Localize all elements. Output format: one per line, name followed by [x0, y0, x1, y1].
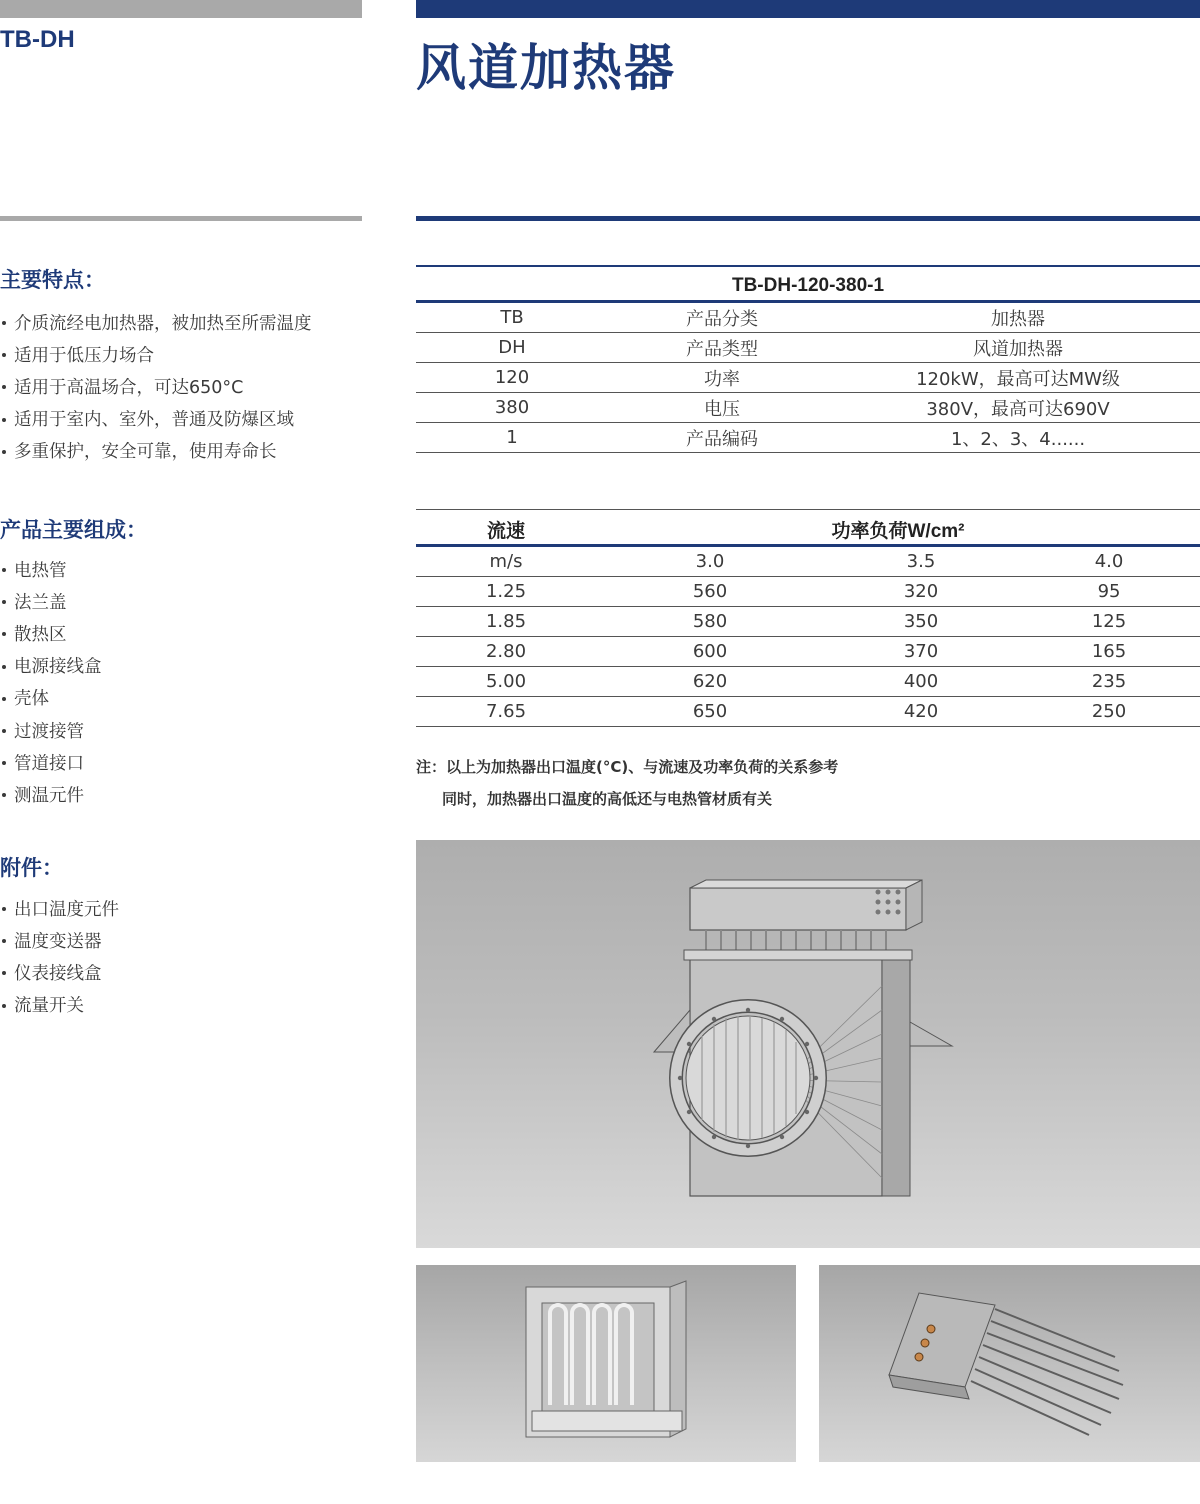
- accessory-text: 温度变送器: [14, 931, 102, 952]
- bullet-icon: [2, 907, 6, 911]
- table-cell: 产品分类: [608, 302, 836, 333]
- table-cell: 120: [416, 363, 608, 393]
- table-cell: 620: [596, 667, 824, 697]
- model-code: TB-DH: [0, 26, 75, 53]
- table-row: [416, 423, 1200, 453]
- list-item: [0, 892, 119, 924]
- table-row: [416, 667, 1200, 697]
- table-cell: 3.5: [824, 546, 1018, 577]
- table-row: [416, 363, 1200, 393]
- features-heading: 主要特点：: [0, 268, 105, 292]
- bullet-icon: [2, 385, 6, 389]
- table-row: [416, 546, 1200, 577]
- bullet-icon: [2, 418, 6, 422]
- feature-text: 适用于低压力场合: [14, 345, 154, 366]
- table-cell: 风道加热器: [836, 333, 1200, 363]
- table-cell: 350: [824, 607, 1018, 637]
- bullet-icon: [2, 697, 6, 701]
- feature-text: 介质流经电加热器，被加热至所需温度: [14, 313, 312, 334]
- feature-text: 适用于室内、室外，普通及防爆区域: [14, 410, 294, 431]
- list-item: [0, 338, 312, 370]
- note-line-1: 注：以上为加热器出口温度(°C)、与流速及功率负荷的关系参考: [416, 758, 839, 776]
- product-image-flange-heater: [819, 1265, 1200, 1462]
- table-cell: 380: [416, 393, 608, 423]
- top-right-rule: [416, 0, 1200, 18]
- table-cell: 4.0: [1018, 546, 1200, 577]
- table-cell: 580: [596, 607, 824, 637]
- feature-text: 多重保护，安全可靠，使用寿命长: [14, 442, 277, 463]
- table-cell: 420: [824, 697, 1018, 727]
- table-cell: 600: [596, 637, 824, 667]
- list-item: [0, 403, 312, 435]
- list-item: [0, 585, 102, 617]
- table-cell: 1.85: [416, 607, 596, 637]
- list-item: [0, 650, 102, 682]
- list-item: [0, 989, 119, 1021]
- bullet-icon: [2, 939, 6, 943]
- list-item: [0, 370, 312, 402]
- load-table-top-rule: [416, 509, 1200, 510]
- table-cell: 1: [416, 423, 608, 453]
- table-cell: 95: [1018, 577, 1200, 607]
- table-cell: 7.65: [416, 697, 596, 727]
- accessory-text: 流量开关: [14, 996, 84, 1017]
- table-cell: 功率: [608, 363, 836, 393]
- spec-table: [416, 272, 1200, 453]
- mid-right-rule: [416, 216, 1200, 221]
- table-row: [416, 637, 1200, 667]
- table-cell: 560: [596, 577, 824, 607]
- table-cell: 650: [596, 697, 824, 727]
- table-cell: 235: [1018, 667, 1200, 697]
- table-row: [416, 302, 1200, 333]
- list-item: [0, 617, 102, 649]
- table-cell: 125: [1018, 607, 1200, 637]
- column-header: 流速: [416, 514, 596, 546]
- component-text: 壳体: [14, 689, 49, 710]
- list-item: [0, 714, 102, 746]
- table-cell: 产品类型: [608, 333, 836, 363]
- product-image-frame-heater: [416, 1265, 796, 1462]
- duct-heater-illustration: [416, 840, 1200, 1248]
- components-list: [0, 553, 102, 811]
- table-cell: 165: [1018, 637, 1200, 667]
- bullet-icon: [2, 729, 6, 733]
- component-text: 测温元件: [14, 785, 84, 806]
- list-item: [0, 956, 119, 988]
- table-cell: 1.25: [416, 577, 596, 607]
- table-cell: 电压: [608, 393, 836, 423]
- list-item: [0, 746, 102, 778]
- table-cell: 370: [824, 637, 1018, 667]
- list-item: [0, 435, 312, 467]
- list-item: [0, 306, 312, 338]
- bullet-icon: [2, 761, 6, 765]
- note-line-2: 同时，加热器出口温度的高低还与电热管材质有关: [442, 790, 773, 808]
- bullet-icon: [2, 665, 6, 669]
- list-item: [0, 778, 102, 810]
- table-cell: 380V，最高可达690V: [836, 393, 1200, 423]
- bullet-icon: [2, 450, 6, 454]
- table-cell: DH: [416, 333, 608, 363]
- table-cell: 120kW，最高可达MW级: [836, 363, 1200, 393]
- page-title: 风道加热器: [416, 39, 676, 97]
- flange-heater-illustration: [819, 1265, 1200, 1462]
- table-cell: TB: [416, 302, 608, 333]
- table-cell: 250: [1018, 697, 1200, 727]
- spec-table-top-rule: [416, 265, 1200, 267]
- table-row: [416, 333, 1200, 363]
- spec-table-title: TB-DH-120-380-1: [416, 272, 1200, 302]
- table-row: [416, 577, 1200, 607]
- table-row: [416, 514, 1200, 546]
- component-text: 散热区: [14, 624, 67, 645]
- table-cell: 320: [824, 577, 1018, 607]
- bullet-icon: [2, 632, 6, 636]
- table-row: [416, 393, 1200, 423]
- table-row: [416, 697, 1200, 727]
- feature-text: 适用于高温场合，可达650°C: [14, 377, 244, 398]
- components-heading: 产品主要组成：: [0, 518, 147, 542]
- bullet-icon: [2, 971, 6, 975]
- table-cell: m/s: [416, 546, 596, 577]
- bullet-icon: [2, 600, 6, 604]
- bullet-icon: [2, 353, 6, 357]
- component-text: 法兰盖: [14, 592, 67, 613]
- bullet-icon: [2, 1004, 6, 1008]
- table-cell: 2.80: [416, 637, 596, 667]
- table-cell: 1、2、3、4......: [836, 423, 1200, 453]
- bullet-icon: [2, 321, 6, 325]
- bullet-icon: [2, 568, 6, 572]
- accessory-text: 出口温度元件: [14, 899, 119, 920]
- table-row: [416, 272, 1200, 302]
- mid-left-rule: [0, 216, 362, 221]
- main-product-image: [416, 840, 1200, 1248]
- accessories-heading: 附件：: [0, 856, 63, 880]
- frame-heater-illustration: [416, 1265, 796, 1462]
- list-item: [0, 924, 119, 956]
- top-left-rule: [0, 0, 362, 18]
- list-item: [0, 553, 102, 585]
- component-text: 过渡接管: [14, 721, 84, 742]
- table-cell: 5.00: [416, 667, 596, 697]
- table-row: [416, 607, 1200, 637]
- table-cell: 加热器: [836, 302, 1200, 333]
- component-text: 电热管: [14, 560, 67, 581]
- features-list: [0, 306, 312, 467]
- table-cell: 400: [824, 667, 1018, 697]
- accessory-text: 仪表接线盒: [14, 963, 102, 984]
- table-cell: 3.0: [596, 546, 824, 577]
- bullet-icon: [2, 793, 6, 797]
- component-text: 电源接线盒: [14, 657, 102, 678]
- table-cell: 产品编码: [608, 423, 836, 453]
- column-header: 功率负荷W/cm²: [596, 514, 1200, 546]
- component-text: 管道接口: [14, 753, 84, 774]
- accessories-list: [0, 892, 119, 1021]
- list-item: [0, 682, 102, 714]
- load-table: [416, 514, 1200, 727]
